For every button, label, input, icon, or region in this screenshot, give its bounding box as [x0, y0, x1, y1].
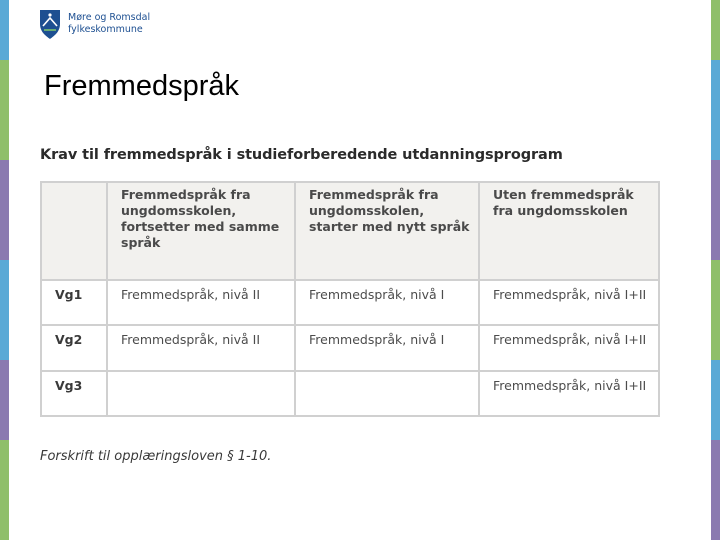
- right-decor-strip: [711, 0, 720, 540]
- shield-icon: [38, 8, 62, 40]
- header-cell-empty: [41, 182, 107, 280]
- logo-line-1: Møre og Romsdal: [68, 12, 151, 23]
- table-row: [41, 325, 659, 370]
- table-cell: Fremmedspråk, nivå II: [107, 280, 295, 325]
- header-cell-same-language: Fremmedspråk fra ungdomsskolen, fortsetter med samme språk: [107, 182, 295, 280]
- regulation-footnote: Forskrift til opplæringsloven § 1-10.: [40, 449, 272, 464]
- table-row: [41, 371, 659, 416]
- language-requirements-table: [40, 181, 660, 417]
- row-label: Vg1: [41, 280, 107, 325]
- table-cell: Fremmedspråk, nivå I: [295, 325, 479, 370]
- header-cell-new-language: Fremmedspråk fra ungdomsskolen, starter med nytt språk: [295, 182, 479, 280]
- table-cell: [295, 371, 479, 416]
- county-logo: [38, 8, 150, 40]
- table-cell: Fremmedspråk, nivå I: [295, 280, 479, 325]
- left-decor-strip: [0, 0, 9, 540]
- row-label: Vg2: [41, 325, 107, 370]
- table-cell: Fremmedspråk, nivå II: [107, 325, 295, 370]
- logo-line-2: fylkeskommune: [68, 24, 143, 35]
- table-cell: [107, 371, 295, 416]
- table-header-row: [41, 182, 659, 280]
- table-heading: Krav til fremmedspråk i studieforberedende utdanningsprogram: [40, 147, 563, 163]
- table-cell: Fremmedspråk, nivå I+II: [479, 280, 659, 325]
- table-cell: Fremmedspråk, nivå I+II: [479, 325, 659, 370]
- slide-title: Fremmedspråk: [44, 70, 239, 102]
- row-label: Vg3: [41, 371, 107, 416]
- table-row: [41, 280, 659, 325]
- table-cell: Fremmedspråk, nivå I+II: [479, 371, 659, 416]
- logo-text: [68, 12, 150, 36]
- header-cell-no-language: Uten fremmedspråk fra ungdomsskolen: [479, 182, 659, 280]
